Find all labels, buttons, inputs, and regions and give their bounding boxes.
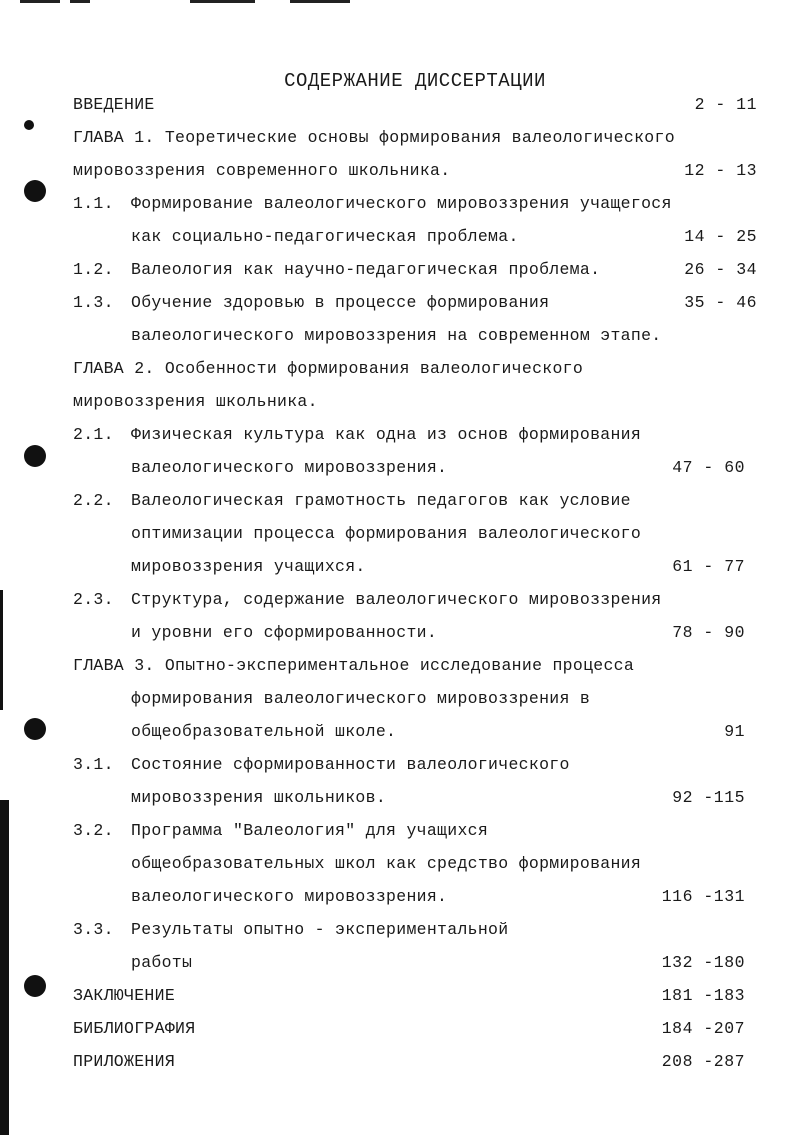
toc-entry-text: ГЛАВА 1. Теоретические основы формирования валеологического bbox=[73, 128, 675, 147]
toc-entry-number: 1.3. bbox=[73, 293, 114, 312]
toc-entry-text: Состояние сформированности валеологического bbox=[131, 755, 570, 774]
toc-entry-pages: 132 -180 bbox=[661, 953, 745, 972]
toc-entry-text: общеобразовательной школе. bbox=[131, 722, 397, 741]
toc-entry-number: 1.2. bbox=[73, 260, 114, 279]
toc-entry-text: работы bbox=[131, 953, 193, 972]
toc-entry-pages: 116 -131 bbox=[661, 887, 745, 906]
toc-entry-number: 2.3. bbox=[73, 590, 114, 609]
toc-entry-text: ГЛАВА 3. Опытно-экспериментальное исследование процесса bbox=[73, 656, 635, 675]
toc-entry-pages: 181 -183 bbox=[661, 986, 745, 1005]
toc-entry-text: валеологического мировоззрения. bbox=[131, 887, 448, 906]
toc-entry-text: БИБЛИОГРАФИЯ bbox=[73, 1019, 196, 1038]
page-title: СОДЕРЖАНИЕ ДИССЕРТАЦИИ bbox=[284, 70, 546, 92]
toc-entry-text: общеобразовательных школ как средство формирования bbox=[131, 854, 642, 873]
toc-entry-pages: 47 - 60 bbox=[672, 458, 745, 477]
toc-entry-text: формирования валеологического мировоззрения в bbox=[131, 689, 591, 708]
toc-entry-text: Программа "Валеология" для учащихся bbox=[131, 821, 489, 840]
toc-entry-text: ГЛАВА 2. Особенности формирования валеологического bbox=[73, 359, 584, 378]
scan-artifact bbox=[290, 0, 350, 3]
scan-artifact bbox=[0, 800, 9, 1135]
toc-entry-pages: 26 - 34 bbox=[684, 260, 757, 279]
toc-entry-text: и уровни его сформированности. bbox=[131, 623, 438, 642]
scan-artifact bbox=[190, 0, 255, 3]
toc-entry-number: 3.3. bbox=[73, 920, 114, 939]
toc-entry-text: Валеологическая грамотность педагогов как условие bbox=[131, 491, 631, 510]
toc-entry-text: Валеология как научно-педагогическая проблема. bbox=[131, 260, 601, 279]
scan-artifact bbox=[0, 590, 3, 710]
punch-hole bbox=[24, 975, 46, 997]
toc-entry-number: 1.1. bbox=[73, 194, 114, 213]
toc-entry-text: мировоззрения школьников. bbox=[131, 788, 387, 807]
toc-entry-number: 2.1. bbox=[73, 425, 114, 444]
toc-entry-text: Физическая культура как одна из основ формирования bbox=[131, 425, 642, 444]
toc-entry-text: мировоззрения современного школьника. bbox=[73, 161, 451, 180]
toc-entry-pages: 92 -115 bbox=[672, 788, 745, 807]
punch-hole bbox=[24, 445, 46, 467]
toc-entry-text: ПРИЛОЖЕНИЯ bbox=[73, 1052, 176, 1071]
toc-entry-pages: 78 - 90 bbox=[672, 623, 745, 642]
punch-hole bbox=[24, 120, 34, 130]
toc-entry-text: мировоззрения учащихся. bbox=[131, 557, 366, 576]
toc-entry-pages: 14 - 25 bbox=[684, 227, 757, 246]
toc-entry-pages: 208 -287 bbox=[661, 1052, 745, 1071]
scan-artifact bbox=[20, 0, 60, 3]
toc-entry-pages: 61 - 77 bbox=[672, 557, 745, 576]
toc-entry-text: как социально-педагогическая проблема. bbox=[131, 227, 519, 246]
toc-entry-number: 2.2. bbox=[73, 491, 114, 510]
toc-entry-text: Структура, содержание валеологического мировоззрения bbox=[131, 590, 662, 609]
toc-entry-text: валеологического мировоззрения. bbox=[131, 458, 448, 477]
toc-entry-number: 3.1. bbox=[73, 755, 114, 774]
toc-entry-pages: 91 bbox=[724, 722, 745, 741]
toc-entry-text: валеологического мировоззрения на современном этапе. bbox=[131, 326, 662, 345]
punch-hole bbox=[24, 718, 46, 740]
toc-entry-text: Формирование валеологического мировоззрения учащегося bbox=[131, 194, 672, 213]
scan-artifact bbox=[70, 0, 90, 3]
toc-entry-text: ВВЕДЕНИЕ bbox=[73, 95, 155, 114]
toc-entry-pages: 184 -207 bbox=[661, 1019, 745, 1038]
toc-entry-text: мировоззрения школьника. bbox=[73, 392, 318, 411]
punch-hole bbox=[24, 180, 46, 202]
toc-entry-text: Результаты опытно - экспериментальной bbox=[131, 920, 509, 939]
toc-entry-text: оптимизации процесса формирования валеологического bbox=[131, 524, 642, 543]
toc-entry-pages: 35 - 46 bbox=[684, 293, 757, 312]
toc-entry-pages: 2 - 11 bbox=[694, 95, 757, 114]
toc-entry-number: 3.2. bbox=[73, 821, 114, 840]
toc-entry-pages: 12 - 13 bbox=[684, 161, 757, 180]
toc-entry-text: Обучение здоровью в процессе формирования bbox=[131, 293, 550, 312]
toc-entry-text: ЗАКЛЮЧЕНИЕ bbox=[73, 986, 176, 1005]
